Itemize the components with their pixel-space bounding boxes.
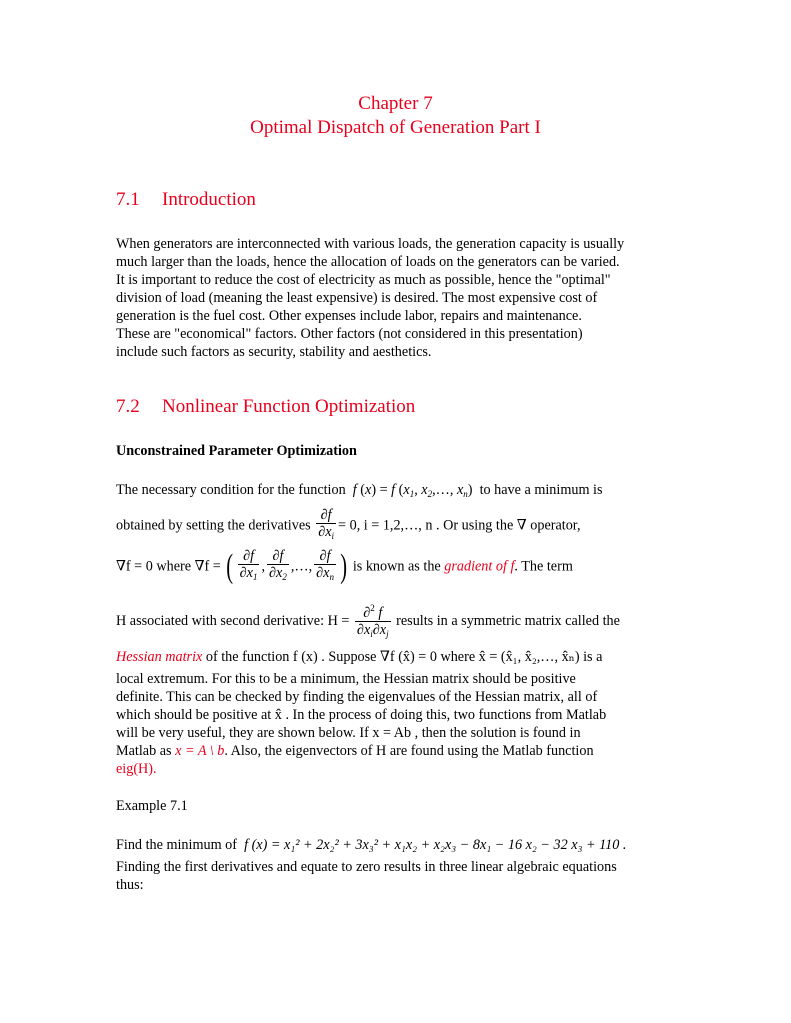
example-label: Example 7.1 — [116, 798, 188, 814]
extremum-paragraph — [116, 670, 676, 778]
paragraph-line: thus: — [116, 877, 144, 893]
hessian-matrix-line: Hessian matrix of the function f (x) . Suppose ∇f (x̂) = 0 where x̂ = (x̂₁, x̂₂,…, x̂ₙ) is a — [116, 649, 603, 665]
closing-paragraph — [116, 858, 676, 894]
intro-line: generation is the fuel cost. Other expenses include labor, repairs and maintenance. — [116, 308, 582, 324]
hessian-term: Hessian matrix — [116, 649, 203, 665]
intro-line: It is important to reduce the cost of electricity as much as possible, hence the "optimal" — [116, 272, 611, 288]
section-heading-nonlinear — [116, 395, 415, 419]
necessary-condition-line: The necessary condition for the function f (x) = f ($x_1$, $x_2,\dots$, $x_n$) to have a minimum is — [116, 482, 603, 499]
intro-line: These are "economical" factors. Other factors (not considered in this presentation) — [116, 326, 583, 342]
derivatives-line: obtained by setting the derivatives $\frac{\partial f}{\partial x_i}$ = 0, i = 1,2,…, n . Or using the ∇ operator, — [116, 507, 581, 544]
paragraph-line: will be very useful, they are shown below. If x = Ab , then the solution is found in — [116, 725, 581, 741]
section-title: Nonlinear Function Optimization — [162, 396, 416, 417]
intro-line: much larger than the loads, hence the allocation of loads on the generators can be varied. — [116, 254, 620, 270]
paragraph-line: definite. This can be checked by finding the eigenvalues of the Hessian matrix, all of — [116, 689, 598, 705]
hessian-definition-line: H associated with second derivative: H = $\frac{\partial^2 f}{\partial x_i\partial x_j}$ results in a symmetric matrix called the — [116, 600, 620, 642]
intro-paragraph — [116, 235, 676, 361]
second-derivative-fraction: $\frac{\partial^2 f}{\partial x_i\partial x_j}$ — [355, 600, 391, 642]
section-number: 7.1 — [116, 189, 140, 210]
section-heading-introduction — [116, 188, 256, 212]
example-problem-line: Find the minimum of f (x) = x₁² + 2x₂² + 3x₃² + x₁x₂ + x₂x₃ − 8x₁ − 16 x₂ − 32 x₃ + 110 . — [116, 837, 627, 853]
matlab-expression: x = A \ b — [175, 743, 225, 759]
gradient-line: ∇f = 0 where ∇f = ( $\frac{\partial f}{\partial x_1}$ , $\frac{\partial f}{\partial x_2}$ ,…, $\frac{\partial f}{\partial x_n}$ ) is known as the gradient of f. The term — [116, 547, 573, 585]
intro-line: include such factors as security, stability and aesthetics. — [116, 344, 432, 360]
paragraph-line: Matlab as x = A \ b. Also, the eigenvectors of H are found using the Matlab function — [116, 743, 594, 759]
function-expression: f — [352, 482, 357, 498]
section-number: 7.2 — [116, 396, 140, 417]
paragraph-line: local extremum. For this to be a minimum, the Hessian matrix should be positive — [116, 671, 576, 687]
eig-function: eig(H). — [116, 761, 157, 777]
paragraph-line: Finding the first derivatives and equate to zero results in three linear algebraic equations — [116, 859, 617, 875]
subheading: Unconstrained Parameter Optimization — [116, 443, 357, 459]
gradient-term: gradient of f — [444, 558, 515, 575]
section-title: Introduction — [162, 189, 256, 210]
chapter-number: Chapter 7 — [358, 93, 433, 114]
intro-line: When generators are interconnected with various loads, the generation capacity is usually — [116, 236, 625, 252]
chapter-title: Optimal Dispatch of Generation Part I — [250, 117, 541, 138]
partial-derivative-fraction: $\frac{\partial f}{\partial x_i}$ — [318, 507, 335, 541]
paragraph-line: which should be positive at x̂ . In the process of doing this, two functions from Matlab — [116, 707, 607, 723]
example-function: f (x) = x₁² + 2x₂² + 3x₃² + x₁x₂ + x₂x₃ − 8x₁ − 16 x₂ − 32 x₃ + 110 . — [244, 837, 627, 853]
intro-line: division of load (meaning the least expensive) is desired. The most expensive cost of — [116, 290, 598, 306]
